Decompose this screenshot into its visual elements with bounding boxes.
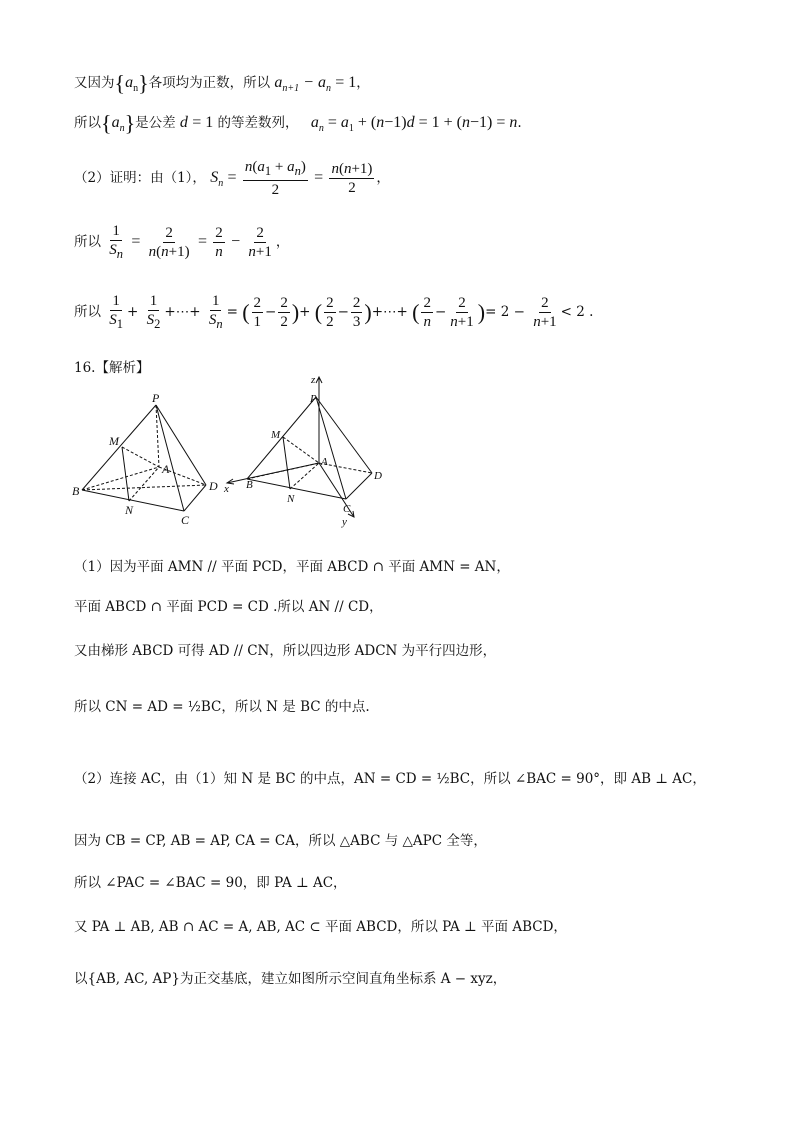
text-line-2: 所以$\{a_n\}$是公差 d = 1 的等差数列， $a_n = a_1 + (n-1)d = 1 + (n-1) = n$.	[74, 110, 522, 136]
label-x: x	[224, 483, 229, 495]
pyramid-figures	[72, 375, 402, 530]
part2-line-3: 所以 ∠PAC = ∠BAC = 90，即 PA ⊥ AC，	[74, 875, 347, 891]
part2-line-4: 又 PA ⊥ AB, AB ∩ AC = A, AB, AC ⊂ 平面 ABCD，所以 PA ⊥ 平面 ABCD，	[74, 919, 567, 935]
part1-line-4: 所以 CN = AD = ½BC，所以 N 是 BC 的中点.	[74, 699, 370, 715]
label-C-left: C	[181, 513, 190, 527]
part2-line-2: 因为 CB = CP, AB = AP, CA = CA，所以 △ABC 与 △APC 全等，	[74, 833, 487, 849]
label-P-right: P	[310, 393, 317, 405]
part2-line-1: （2）连接 AC，由（1）知 N 是 BC 的中点，AN = CD = ½BC，所以 ∠BAC = 90°，即 AB ⊥ AC，	[74, 771, 706, 787]
left-pyramid	[82, 405, 206, 511]
text-line-3: （2）证明：由（1）， $S_n$ = $\frac{n(a_1 + a_n)}{2}$ = $\frac{n(n+1)}{2}$ ，	[74, 159, 390, 198]
text-line-1: 又因为$\{a_n\}$各项均为正数，所以 $a_{n+1} - a_n = 1$，	[74, 70, 370, 96]
label-D-right: D	[374, 470, 382, 482]
label-P-left: P	[152, 391, 160, 405]
part1-line-1: （1）因为平面 AMN // 平面 PCD，平面 ABCD ∩ 平面 AMN = AN，	[74, 559, 510, 575]
label-B-right: B	[246, 479, 253, 491]
label-M-right: M	[271, 429, 281, 441]
label-z: z	[311, 375, 316, 386]
part1-line-2: 平面 ABCD ∩ 平面 PCD = CD .所以 AN // CD，	[74, 599, 383, 615]
right-pyramid	[227, 377, 372, 517]
part2-line-5: 以{AB, AC, AP}为正交基底，建立如图所示空间直角坐标系 A − xyz，	[74, 971, 507, 987]
label-D-left: D	[209, 479, 218, 493]
text-line-4: 所以 $\frac{1}{S_n}$ = $\frac{2}{n(n+1)}$ = $\frac{2}{n}$ − $\frac{2}{n+1}$ ，	[74, 223, 290, 261]
label-A-left: A	[162, 462, 170, 476]
label-N-right: N	[287, 493, 295, 505]
text-line-5: 所以 $\frac{1}{S_1}$ + $\frac{1}{S_2}$ +⋯+ $\frac{1}{S_n}$ = ( $\frac{2}{1}$ − $\frac{2}{2}$ )+ ( $\frac{2}{2}$ − $\frac{2}{3}$ )+⋯+ ( $\frac{2}{n}$ − $\frac{2}{n+1}$ )= 2 − $\frac{2}{n+1}$ < 2 .	[74, 293, 594, 331]
label-N-left: N	[125, 503, 134, 517]
part1-line-3: 又由梯形 ABCD 可得 AD // CN，所以四边形 ADCN 为平行四边形，	[74, 643, 497, 659]
label-M-left: M	[109, 434, 119, 448]
label-y: y	[342, 516, 347, 528]
label-B-left: B	[72, 484, 80, 498]
section-16-heading: 16.【解析】	[74, 360, 150, 376]
label-A-right: A	[321, 456, 328, 468]
label-C-right: C	[343, 503, 351, 515]
